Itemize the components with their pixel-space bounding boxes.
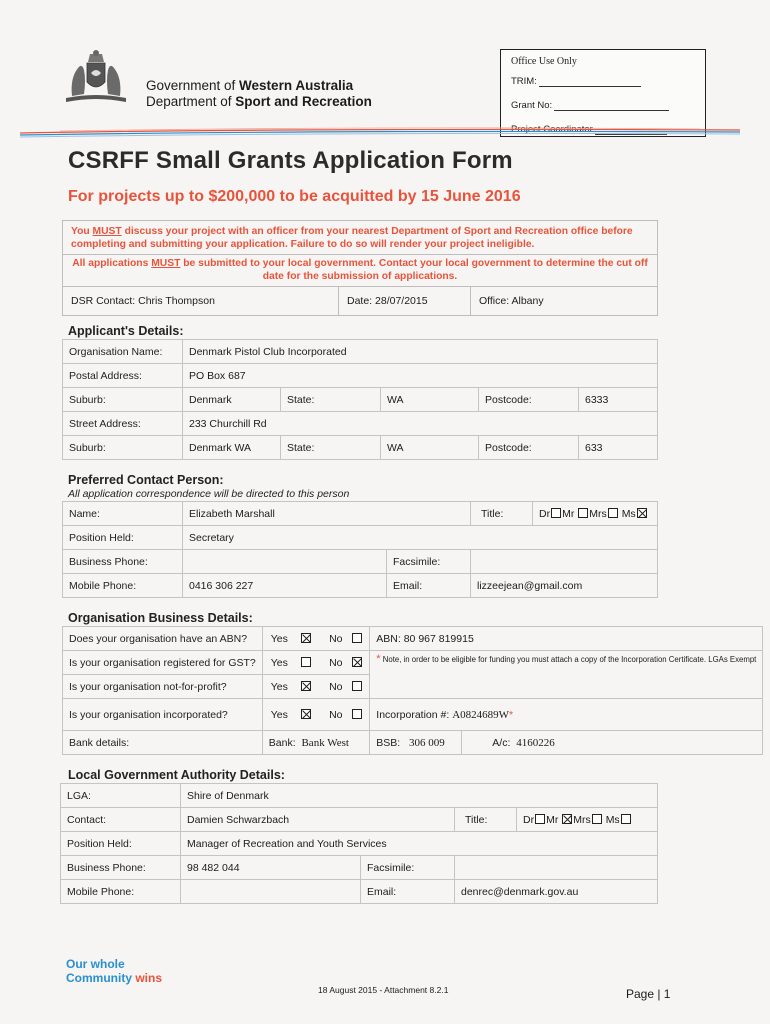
- not-for-profit-question: Is your organisation not-for-profit?: [63, 675, 263, 699]
- postal-address-label: Postal Address:: [63, 364, 183, 388]
- lga-facsimile-label: Facsimile:: [361, 856, 455, 880]
- state-label: State:: [281, 388, 381, 412]
- notice-box: [62, 220, 658, 316]
- title-mrs-label: Mrs: [589, 507, 607, 520]
- suburb-field[interactable]: Denmark WA: [183, 436, 281, 460]
- header-swoosh-graphic: [0, 124, 770, 142]
- suburb-label: Suburb:: [63, 436, 183, 460]
- dsr-date[interactable]: Date: 28/07/2015: [339, 287, 471, 315]
- gst-question: Is your organisation registered for GST?: [63, 651, 263, 675]
- checked-checkbox-icon[interactable]: [301, 681, 311, 691]
- lga-label: LGA:: [61, 784, 181, 808]
- checked-checkbox-icon[interactable]: [352, 657, 362, 667]
- postal-address-field[interactable]: PO Box 687: [183, 364, 658, 388]
- title-checkboxes: [533, 502, 658, 526]
- table-row: [61, 784, 658, 808]
- checked-checkbox-icon[interactable]: [562, 814, 572, 824]
- title-mr-label: Mr: [562, 507, 575, 520]
- checked-checkbox-icon[interactable]: [301, 633, 311, 643]
- contact-table: [62, 501, 658, 598]
- table-row: [63, 651, 763, 675]
- email-label: Email:: [387, 574, 471, 598]
- table-row: [63, 340, 658, 364]
- lga-position-label: Position Held:: [61, 832, 181, 856]
- lga-email-label: Email:: [361, 880, 455, 904]
- not-for-profit-answer: Yes No: [262, 675, 370, 699]
- office-use-title: Office Use Only: [511, 56, 577, 67]
- lga-business-phone-label: Business Phone:: [61, 856, 181, 880]
- table-row: [61, 856, 658, 880]
- street-address-field[interactable]: 233 Churchill Rd: [183, 412, 658, 436]
- lga-email-field[interactable]: denrec@denmark.gov.au: [455, 880, 658, 904]
- abn-answer: Yes No: [262, 627, 370, 651]
- business-table: [62, 626, 763, 755]
- checkbox-icon[interactable]: [592, 814, 602, 824]
- bank-name-field[interactable]: Bank: Bank West: [262, 731, 370, 755]
- lga-position-field[interactable]: Manager of Recreation and Youth Services: [181, 832, 658, 856]
- dsr-office[interactable]: Office: Albany: [479, 295, 544, 307]
- business-section-title: Organisation Business Details:: [68, 611, 253, 625]
- incorporated-question: Is your organisation incorporated?: [63, 699, 263, 731]
- postcode-label: Postcode:: [479, 436, 579, 460]
- table-row: [61, 832, 658, 856]
- state-field[interactable]: WA: [381, 436, 479, 460]
- checkbox-icon[interactable]: [301, 657, 311, 667]
- email-field[interactable]: lizzeejean@gmail.com: [471, 574, 658, 598]
- table-row: [63, 412, 658, 436]
- lga-contact-label: Contact:: [61, 808, 181, 832]
- government-heading: Government of Western Australia Department of Sport and Recreation: [146, 78, 372, 109]
- title-dr-label: Dr: [539, 507, 551, 520]
- checkbox-icon[interactable]: [578, 508, 588, 518]
- postcode-field[interactable]: 6333: [579, 388, 658, 412]
- postcode-field[interactable]: 633: [579, 436, 658, 460]
- title-ms-label: Ms: [621, 507, 636, 520]
- contact-section-title: Preferred Contact Person:: [68, 473, 224, 487]
- name-label: Name:: [63, 502, 183, 526]
- our-whole-community-wins-logo: Our whole Community wins: [66, 957, 163, 985]
- lga-table: [60, 783, 658, 904]
- notice-submit: All applications MUST be submitted to your local government. Contact your local government to determine the cut off date for the submission of applications.: [63, 255, 657, 287]
- dsr-contact[interactable]: DSR Contact: Chris Thompson: [63, 287, 339, 315]
- bsb-field[interactable]: BSB: 306 009: [370, 731, 462, 755]
- table-row: [63, 388, 658, 412]
- grant-no-field[interactable]: [554, 101, 669, 111]
- abn-question: Does your organisation have an ABN?: [63, 627, 263, 651]
- applicant-table: [62, 339, 658, 460]
- table-row: [63, 526, 658, 550]
- lga-section-title: Local Government Authority Details:: [68, 768, 285, 782]
- bank-details-label: Bank details:: [63, 731, 263, 755]
- lga-mobile-phone-label: Mobile Phone:: [61, 880, 181, 904]
- name-field[interactable]: Elizabeth Marshall: [183, 502, 471, 526]
- checkbox-icon[interactable]: [551, 508, 561, 518]
- page-number: Page | 1: [626, 987, 671, 1001]
- org-name-field[interactable]: Denmark Pistol Club Incorporated: [183, 340, 658, 364]
- checkbox-icon[interactable]: [352, 633, 362, 643]
- coat-of-arms-icon: [60, 48, 132, 106]
- form-title: CSRFF Small Grants Application Form: [68, 147, 513, 174]
- table-row: [63, 574, 658, 598]
- contact-section-subtitle: All application correspondence will be directed to this person: [68, 488, 350, 500]
- checkbox-icon[interactable]: [352, 709, 362, 719]
- lga-field[interactable]: Shire of Denmark: [181, 784, 658, 808]
- position-held-field[interactable]: Secretary: [183, 526, 658, 550]
- facsimile-field[interactable]: [471, 550, 658, 574]
- suburb-field[interactable]: Denmark: [183, 388, 281, 412]
- lga-title-label: Title:: [455, 808, 517, 832]
- lga-facsimile-field[interactable]: [455, 856, 658, 880]
- lga-contact-field[interactable]: Damien Schwarzbach: [181, 808, 455, 832]
- mobile-phone-label: Mobile Phone:: [63, 574, 183, 598]
- table-row: [63, 436, 658, 460]
- table-row: [61, 880, 658, 904]
- table-row: [61, 808, 658, 832]
- checkbox-icon[interactable]: [621, 814, 631, 824]
- mobile-phone-field[interactable]: 0416 306 227: [183, 574, 387, 598]
- abn-field[interactable]: ABN: 80 967 819915: [370, 627, 763, 651]
- title-label: Title:: [471, 502, 533, 526]
- org-name-label: Organisation Name:: [63, 340, 183, 364]
- facsimile-label: Facsimile:: [387, 550, 471, 574]
- postcode-label: Postcode:: [479, 388, 579, 412]
- checkbox-icon[interactable]: [608, 508, 618, 518]
- lga-mobile-phone-field[interactable]: [181, 880, 361, 904]
- grant-no-label: Grant No:: [511, 100, 553, 111]
- table-row: [63, 550, 658, 574]
- table-row: [63, 502, 658, 526]
- applicant-section-title: Applicant's Details:: [68, 324, 184, 338]
- checked-checkbox-icon[interactable]: [301, 709, 311, 719]
- form-subtitle: For projects up to $200,000 to be acquitted by 15 June 2016: [68, 188, 521, 205]
- notice-discuss: You MUST discuss your project with an officer from your nearest Department of Sport and Recreation office before completing and submitting your application. Failure to do so will render your project ineligible.: [63, 221, 657, 255]
- lga-title-checkboxes: Dr Mr Mrs Ms: [517, 808, 658, 832]
- trim-label: TRIM:: [511, 76, 537, 87]
- account-number-field[interactable]: A/c: 4160226: [462, 731, 763, 755]
- project-coordinator-label: Project Coordinator: [511, 124, 593, 135]
- state-field[interactable]: WA: [381, 388, 479, 412]
- position-held-label: Position Held:: [63, 526, 183, 550]
- incorporation-number-field[interactable]: Incorporation #: A0824689W*: [370, 699, 763, 731]
- table-row: [63, 731, 763, 755]
- state-label: State:: [281, 436, 381, 460]
- table-row: [63, 627, 763, 651]
- business-phone-field[interactable]: [183, 550, 387, 574]
- table-row: [63, 699, 763, 731]
- lga-business-phone-field[interactable]: 98 482 044: [181, 856, 361, 880]
- dsr-contact-row: [63, 287, 657, 315]
- table-row: [63, 364, 658, 388]
- checkbox-icon[interactable]: [535, 814, 545, 824]
- checkbox-icon[interactable]: [352, 681, 362, 691]
- attachment-date: 18 August 2015 - Attachment 8.2.1: [318, 985, 449, 995]
- checked-checkbox-icon[interactable]: [637, 508, 647, 518]
- gst-answer: Yes No: [262, 651, 370, 675]
- suburb-label: Suburb:: [63, 388, 183, 412]
- incorporation-note: * Note, in order to be eligible for funding you must attach a copy of the Incorporation Certificate. LGAs Exempt: [370, 651, 763, 699]
- incorporated-answer: Yes No: [262, 699, 370, 731]
- street-address-label: Street Address:: [63, 412, 183, 436]
- trim-field[interactable]: [539, 77, 641, 87]
- business-phone-label: Business Phone:: [63, 550, 183, 574]
